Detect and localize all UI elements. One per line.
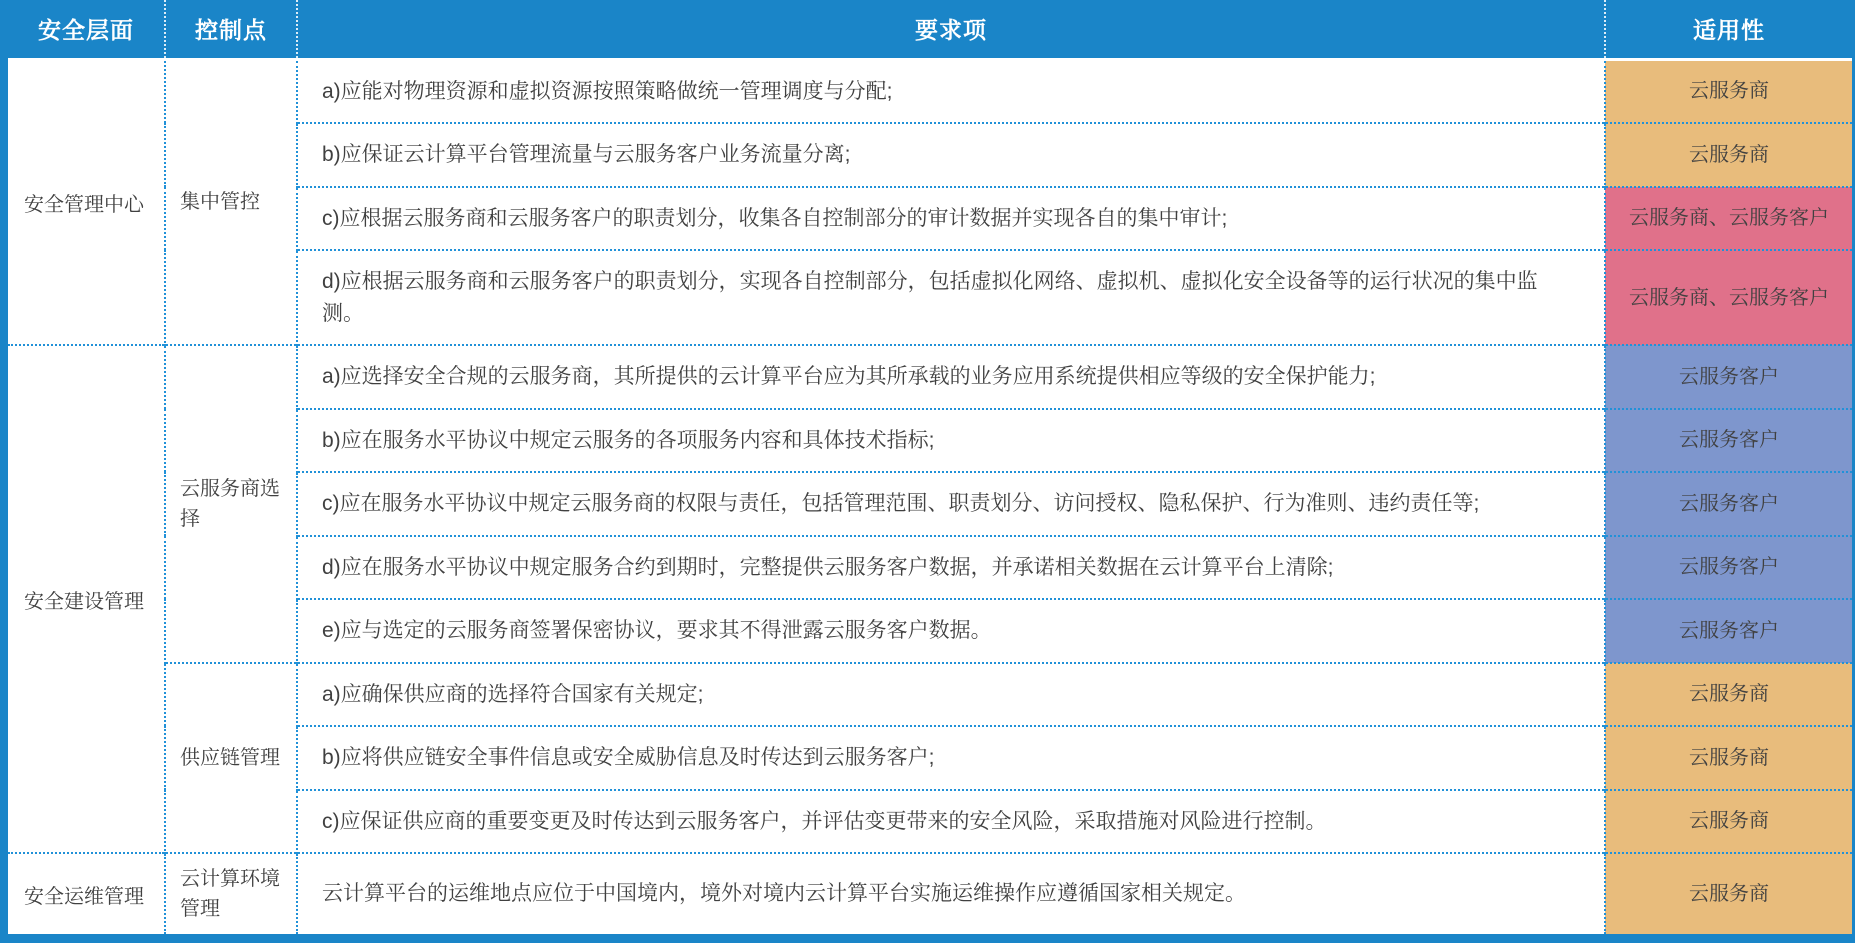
- control-point-cell: 供应链管理: [165, 663, 297, 854]
- requirement-cell: a)应确保供应商的选择符合国家有关规定;: [297, 663, 1605, 727]
- col-header-security-layer: 安全层面: [8, 0, 165, 59]
- applicability-cell: 云服务商: [1605, 790, 1852, 854]
- requirement-cell: e)应与选定的云服务商签署保密协议，要求其不得泄露云服务客户数据。: [297, 599, 1605, 663]
- applicability-cell: 云服务商: [1605, 123, 1852, 187]
- security-requirements-table: [8, 0, 1852, 934]
- table-row: [8, 345, 1852, 409]
- applicability-cell: 云服务商: [1605, 726, 1852, 790]
- requirement-cell: 云计算平台的运维地点应位于中国境内，境外对境内云计算平台实施运维操作应遵循国家相关规定。: [297, 853, 1605, 934]
- requirement-cell: a)应选择安全合规的云服务商，其所提供的云计算平台应为其所承载的业务应用系统提供相应等级的安全保护能力;: [297, 345, 1605, 409]
- requirement-cell: b)应将供应链安全事件信息或安全威胁信息及时传达到云服务客户;: [297, 726, 1605, 790]
- requirement-cell: c)应在服务水平协议中规定云服务商的权限与责任，包括管理范围、职责划分、访问授权、隐私保护、行为准则、违约责任等;: [297, 472, 1605, 536]
- requirement-cell: c)应保证供应商的重要变更及时传达到云服务客户，并评估变更带来的安全风险，采取措施对风险进行控制。: [297, 790, 1605, 854]
- applicability-cell: 云服务客户: [1605, 409, 1852, 473]
- applicability-cell: 云服务商: [1605, 663, 1852, 727]
- col-header-control-point: 控制点: [165, 0, 297, 59]
- requirement-cell: a)应能对物理资源和虚拟资源按照策略做统一管理调度与分配;: [297, 59, 1605, 123]
- applicability-cell: 云服务客户: [1605, 599, 1852, 663]
- security-layer-cell: 安全运维管理: [8, 853, 165, 934]
- requirement-cell: d)应根据云服务商和云服务客户的职责划分，实现各自控制部分，包括虚拟化网络、虚拟机、虚拟化安全设备等的运行状况的集中监测。: [297, 250, 1605, 345]
- header-row: [8, 0, 1852, 59]
- applicability-cell: 云服务客户: [1605, 472, 1852, 536]
- table-body: [8, 59, 1852, 934]
- control-point-cell: 云服务商选择: [165, 345, 297, 663]
- applicability-cell: 云服务商、云服务客户: [1605, 187, 1852, 251]
- control-point-cell: 云计算环境管理: [165, 853, 297, 934]
- requirement-cell: b)应在服务水平协议中规定云服务的各项服务内容和具体技术指标;: [297, 409, 1605, 473]
- table-row: [8, 853, 1852, 934]
- control-point-cell: 集中管控: [165, 59, 297, 345]
- security-layer-cell: 安全建设管理: [8, 345, 165, 853]
- applicability-cell: 云服务客户: [1605, 536, 1852, 600]
- requirement-cell: c)应根据云服务商和云服务客户的职责划分，收集各自控制部分的审计数据并实现各自的集中审计;: [297, 187, 1605, 251]
- table-row: [8, 59, 1852, 123]
- requirement-cell: d)应在服务水平协议中规定服务合约到期时，完整提供云服务客户数据，并承诺相关数据在云计算平台上清除;: [297, 536, 1605, 600]
- col-header-requirement: 要求项: [297, 0, 1605, 59]
- applicability-cell: 云服务商: [1605, 853, 1852, 934]
- table-header: [8, 0, 1852, 59]
- security-layer-cell: 安全管理中心: [8, 59, 165, 345]
- applicability-cell: 云服务客户: [1605, 345, 1852, 409]
- col-header-applicability: 适用性: [1605, 0, 1852, 59]
- table-row: [8, 663, 1852, 727]
- applicability-cell: 云服务商、云服务客户: [1605, 250, 1852, 345]
- requirement-cell: b)应保证云计算平台管理流量与云服务客户业务流量分离;: [297, 123, 1605, 187]
- applicability-cell: 云服务商: [1605, 59, 1852, 123]
